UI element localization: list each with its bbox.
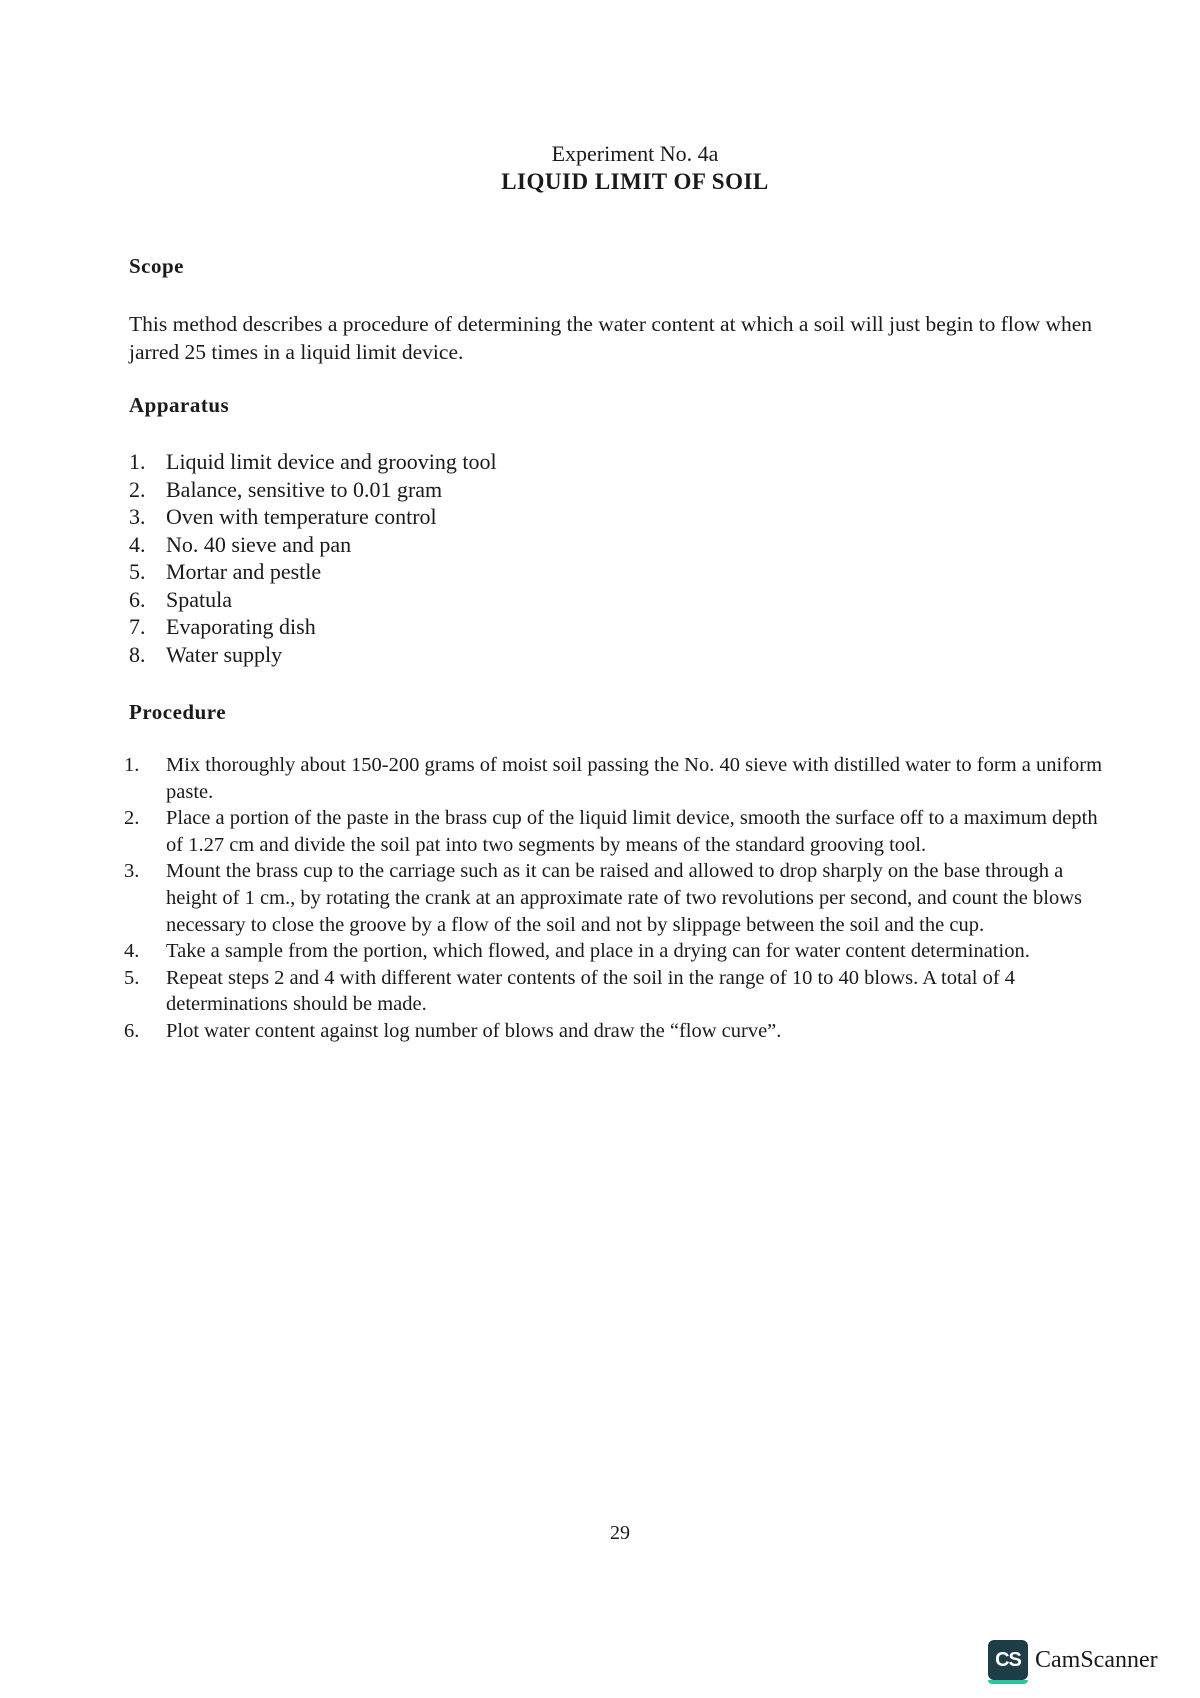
item-text: Repeat steps 2 and 4 with different water contents of the soil in the range of 10 to 40 blows. A total of 4 determinations should be made. [166,966,1016,1016]
list-item [124,805,1114,858]
list-item [129,476,497,504]
item-number: 2. [129,476,146,502]
experiment-number: Experiment No. 4a [551,141,719,166]
item-text: Evaporating dish [166,614,316,639]
item-number: 1. [124,754,140,776]
item-text: Place a portion of the paste in the brass cup of the liquid limit device, smooth the surface off to a maximum depth of 1.27 cm and divide the soil pat into two segments by means of the standard grooving tool. [166,807,1098,856]
scope-heading: Scope [129,254,184,278]
item-number: 7. [129,614,146,639]
document-header [0,140,1200,196]
item-number: 1. [129,449,146,474]
item-number: 4. [129,531,146,557]
list-item [124,858,1114,938]
item-number: 8. [129,641,146,667]
procedure-list [124,752,1114,1045]
item-number: 6. [129,586,146,612]
item-number: 5. [124,966,140,989]
apparatus-heading: Apparatus [129,393,230,417]
item-number: 5. [129,559,146,584]
item-text: Mount the brass cup to the carriage such as it can be raised and allowed to drop sharply on the base through a height of 1 cm., by rotating the crank at an approximate rate of two revolutions per second, and count the blows necessary to close the groove by a flow of the soil and not by slippage between the soil and the cup. [166,860,1082,936]
list-item [129,613,497,641]
list-item [124,752,1114,805]
item-text: Mix thoroughly about 150-200 grams of moist soil passing the No. 40 sieve with distilled water to form a uniform paste. [166,754,1103,803]
item-number: 3. [124,860,140,883]
item-number: 3. [129,504,146,529]
item-text: Oven with temperature control [166,504,437,529]
item-number: 4. [124,940,140,963]
camscanner-text: CamScanner [1035,1646,1158,1673]
list-item [124,1018,1114,1045]
list-item [129,503,497,531]
item-text: Liquid limit device and grooving tool [166,449,497,474]
camscanner-watermark [988,1640,1158,1680]
item-text: Take a sample from the portion, which flowed, and place in a drying can for water content determination. [166,940,1030,963]
page-number: 29 [610,1522,630,1544]
list-item [129,448,497,476]
document-title: LIQUID LIMIT OF SOIL [501,169,769,194]
list-item [124,965,1114,1018]
item-text: Mortar and pestle [166,559,322,584]
item-text: Spatula [166,586,232,612]
item-text: Plot water content against log number of blows and draw the “flow curve”. [166,1019,782,1042]
list-item [129,558,497,586]
item-text: No. 40 sieve and pan [166,531,352,557]
camscanner-badge-text: CS [995,1648,1021,1671]
scope-text: This method describes a procedure of determining the water content at which a soil will just begin to flow when jarred 25 times in a liquid limit device. [129,312,1093,364]
list-item [129,586,497,614]
list-item [124,938,1114,965]
apparatus-list [129,448,497,668]
item-number: 6. [124,1019,140,1042]
camscanner-logo-icon [988,1640,1028,1680]
item-number: 2. [124,807,140,830]
list-item [129,641,497,669]
list-item [129,531,497,559]
item-text: Balance, sensitive to 0.01 gram [166,476,443,502]
procedure-heading: Procedure [129,700,227,724]
item-text: Water supply [166,641,283,667]
